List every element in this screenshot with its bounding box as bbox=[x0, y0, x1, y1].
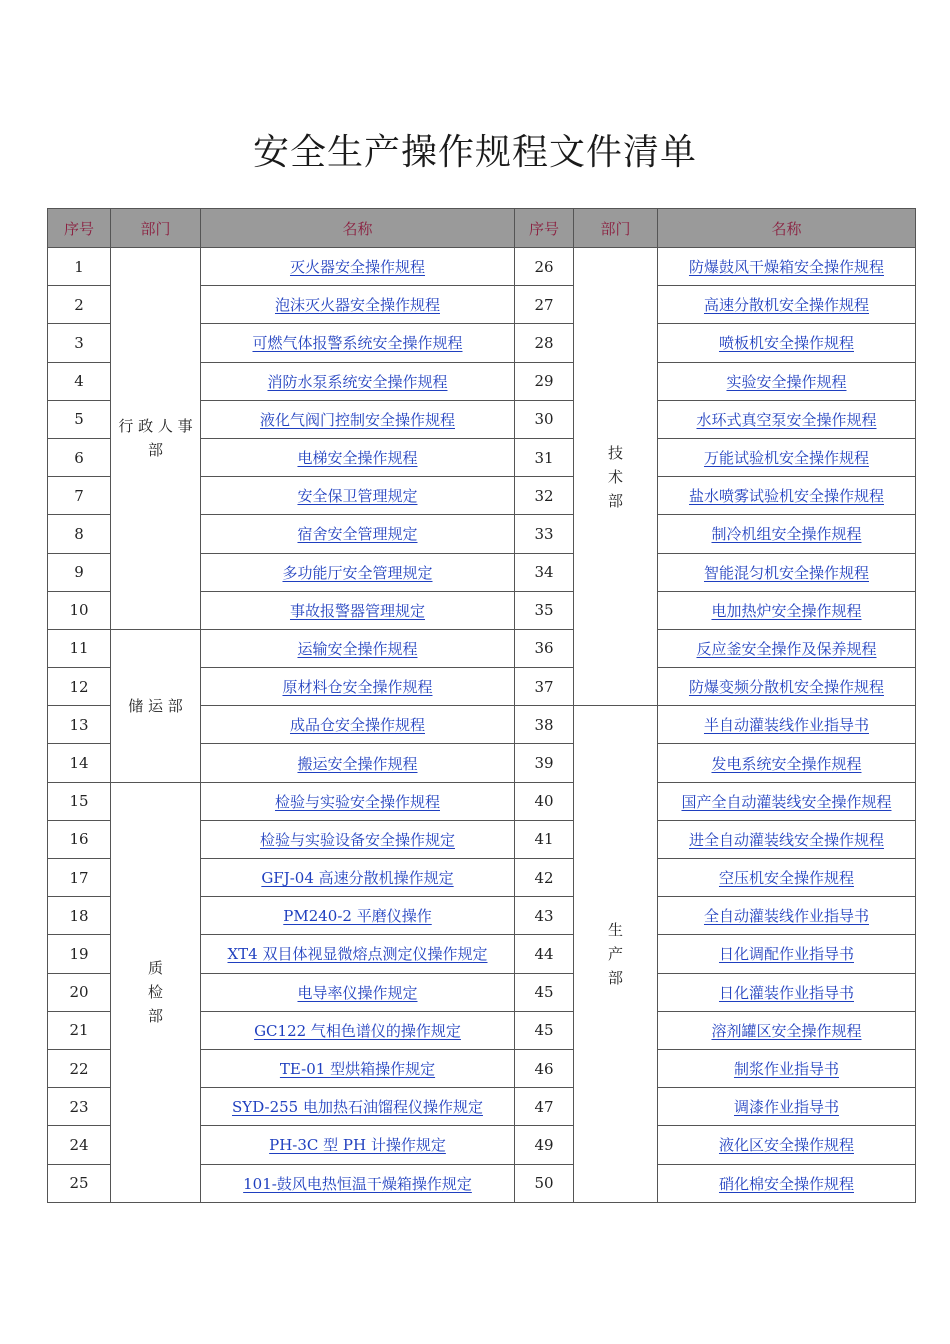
document-link[interactable]: GFJ-04 高速分散机操作规定 bbox=[261, 869, 454, 888]
left-department-cell bbox=[111, 248, 201, 630]
document-link[interactable]: 检验与实验设备安全操作规定 bbox=[259, 830, 455, 849]
document-link[interactable]: 高速分散机安全操作规程 bbox=[703, 296, 869, 315]
right-row-number: 45 bbox=[515, 973, 574, 1011]
document-link[interactable]: 实验安全操作规程 bbox=[726, 372, 847, 391]
left-row-number: 11 bbox=[48, 629, 111, 667]
document-link[interactable]: 万能试验机安全操作规程 bbox=[703, 449, 869, 468]
left-row-number: 7 bbox=[48, 477, 111, 515]
document-link[interactable]: 安全保卫管理规定 bbox=[297, 487, 418, 506]
left-document-cell bbox=[201, 553, 515, 591]
left-row-number: 17 bbox=[48, 859, 111, 897]
table-row bbox=[48, 782, 916, 820]
document-link[interactable]: 硝化棉安全操作规程 bbox=[718, 1174, 854, 1193]
document-link[interactable]: 运输安全操作规程 bbox=[297, 639, 418, 658]
right-document-cell bbox=[658, 248, 916, 286]
right-document-cell bbox=[658, 935, 916, 973]
right-row-number: 30 bbox=[515, 400, 574, 438]
document-link[interactable]: 可燃气体报警系统安全操作规程 bbox=[252, 334, 463, 353]
document-link[interactable]: 盐水喷雾试验机安全操作规程 bbox=[688, 487, 884, 506]
right-document-cell bbox=[658, 859, 916, 897]
right-row-number: 28 bbox=[515, 324, 574, 362]
left-department-name: 行 政 人 事 部 bbox=[118, 417, 193, 460]
document-link[interactable]: 日化调配作业指导书 bbox=[718, 945, 854, 964]
table-row bbox=[48, 629, 916, 667]
right-document-cell bbox=[658, 324, 916, 362]
left-row-number: 16 bbox=[48, 820, 111, 858]
left-document-cell bbox=[201, 324, 515, 362]
left-document-cell bbox=[201, 859, 515, 897]
header-department-right: 部门 bbox=[574, 209, 658, 248]
left-row-number: 3 bbox=[48, 324, 111, 362]
document-link[interactable]: 事故报警器管理规定 bbox=[289, 601, 425, 620]
document-link[interactable]: 制浆作业指导书 bbox=[733, 1060, 839, 1079]
right-document-cell bbox=[658, 1126, 916, 1164]
document-link[interactable]: 液化区安全操作规程 bbox=[718, 1136, 854, 1155]
table-row bbox=[48, 248, 916, 286]
left-document-cell bbox=[201, 820, 515, 858]
document-link[interactable]: 消防水泵系统安全操作规程 bbox=[267, 372, 448, 391]
header-name-right: 名称 bbox=[658, 209, 916, 248]
right-row-number: 32 bbox=[515, 477, 574, 515]
right-row-number: 36 bbox=[515, 629, 574, 667]
left-document-cell bbox=[201, 668, 515, 706]
left-row-number: 22 bbox=[48, 1049, 111, 1087]
left-document-cell bbox=[201, 744, 515, 782]
left-document-cell bbox=[201, 591, 515, 629]
header-number-right: 序号 bbox=[515, 209, 574, 248]
right-document-cell bbox=[658, 591, 916, 629]
right-row-number: 47 bbox=[515, 1088, 574, 1126]
left-row-number: 24 bbox=[48, 1126, 111, 1164]
left-document-cell bbox=[201, 286, 515, 324]
left-document-cell bbox=[201, 1126, 515, 1164]
document-link[interactable]: 防爆鼓风干燥箱安全操作规程 bbox=[688, 258, 884, 277]
left-row-number: 19 bbox=[48, 935, 111, 973]
document-link[interactable]: SYD-255 电加热石油馏程仪操作规定 bbox=[232, 1098, 483, 1117]
document-link[interactable]: 日化灌装作业指导书 bbox=[718, 983, 854, 1002]
document-link[interactable]: 宿舍安全管理规定 bbox=[297, 525, 418, 544]
right-department-name: 生 产 部 bbox=[607, 920, 623, 987]
right-row-number: 26 bbox=[515, 248, 574, 286]
left-document-cell bbox=[201, 629, 515, 667]
procedure-list-table bbox=[47, 208, 916, 1203]
right-row-number: 27 bbox=[515, 286, 574, 324]
right-document-cell bbox=[658, 744, 916, 782]
document-link[interactable]: 防爆变频分散机安全操作规程 bbox=[688, 678, 884, 697]
document-link[interactable]: PM240-2 平磨仪操作 bbox=[283, 907, 432, 926]
document-link[interactable]: 制冷机组安全操作规程 bbox=[711, 525, 862, 544]
document-link[interactable]: XT4 双目体视显微熔点测定仪操作规定 bbox=[227, 945, 488, 964]
document-link[interactable]: 电梯安全操作规程 bbox=[297, 449, 418, 468]
document-link[interactable]: 101-鼓风电热恒温干燥箱操作规定 bbox=[243, 1174, 472, 1193]
right-row-number: 42 bbox=[515, 859, 574, 897]
left-document-cell bbox=[201, 897, 515, 935]
document-link[interactable]: 检验与实验安全操作规程 bbox=[274, 792, 440, 811]
right-department-name: 技 术 部 bbox=[607, 443, 623, 510]
document-link[interactable]: 全自动灌装线作业指导书 bbox=[703, 907, 869, 926]
right-row-number: 41 bbox=[515, 820, 574, 858]
page-title: 安全生产操作规程文件清单 bbox=[252, 132, 697, 173]
right-document-cell bbox=[658, 477, 916, 515]
document-link[interactable]: 电加热炉安全操作规程 bbox=[711, 601, 862, 620]
left-row-number: 13 bbox=[48, 706, 111, 744]
left-row-number: 4 bbox=[48, 362, 111, 400]
right-row-number: 43 bbox=[515, 897, 574, 935]
left-row-number: 8 bbox=[48, 515, 111, 553]
document-link[interactable]: GC122 气相色谱仪的操作规定 bbox=[254, 1021, 461, 1040]
right-row-number: 50 bbox=[515, 1164, 574, 1202]
right-document-cell bbox=[658, 629, 916, 667]
right-row-number: 38 bbox=[515, 706, 574, 744]
right-document-cell bbox=[658, 1011, 916, 1049]
document-link[interactable]: 原材料仓安全操作规程 bbox=[282, 678, 433, 697]
right-document-cell bbox=[658, 362, 916, 400]
right-document-cell bbox=[658, 706, 916, 744]
left-row-number: 9 bbox=[48, 553, 111, 591]
document-link[interactable]: 空压机安全操作规程 bbox=[718, 869, 854, 888]
document-link[interactable]: 电导率仪操作规定 bbox=[297, 983, 418, 1002]
left-row-number: 21 bbox=[48, 1011, 111, 1049]
right-document-cell bbox=[658, 515, 916, 553]
header-name-left: 名称 bbox=[201, 209, 515, 248]
left-document-cell bbox=[201, 1088, 515, 1126]
left-document-cell bbox=[201, 1011, 515, 1049]
right-row-number: 29 bbox=[515, 362, 574, 400]
right-row-number: 31 bbox=[515, 438, 574, 476]
document-link[interactable]: 溶剂罐区安全操作规程 bbox=[711, 1021, 862, 1040]
left-document-cell bbox=[201, 1049, 515, 1087]
left-document-cell bbox=[201, 1164, 515, 1202]
document-link[interactable]: 喷板机安全操作规程 bbox=[718, 334, 854, 353]
right-document-cell bbox=[658, 782, 916, 820]
right-document-cell bbox=[658, 286, 916, 324]
document-link[interactable]: 半自动灌装线作业指导书 bbox=[703, 716, 869, 735]
left-document-cell bbox=[201, 362, 515, 400]
right-row-number: 46 bbox=[515, 1049, 574, 1087]
document-link[interactable]: 成品仓安全操作规程 bbox=[289, 716, 425, 735]
right-row-number: 39 bbox=[515, 744, 574, 782]
header-department-left: 部门 bbox=[111, 209, 201, 248]
left-document-cell bbox=[201, 782, 515, 820]
left-department-cell bbox=[111, 629, 201, 782]
right-row-number: 35 bbox=[515, 591, 574, 629]
left-document-cell bbox=[201, 248, 515, 286]
document-link[interactable]: 搬运安全操作规程 bbox=[297, 754, 418, 773]
right-document-cell bbox=[658, 820, 916, 858]
left-document-cell bbox=[201, 706, 515, 744]
left-row-number: 12 bbox=[48, 668, 111, 706]
right-document-cell bbox=[658, 668, 916, 706]
right-document-cell bbox=[658, 973, 916, 1011]
left-row-number: 6 bbox=[48, 438, 111, 476]
document-link[interactable]: 液化气阀门控制安全操作规程 bbox=[259, 410, 455, 429]
document-link[interactable]: 调漆作业指导书 bbox=[733, 1098, 839, 1117]
left-row-number: 20 bbox=[48, 973, 111, 1011]
left-row-number: 2 bbox=[48, 286, 111, 324]
document-link[interactable]: 多功能厅安全管理规定 bbox=[282, 563, 433, 582]
left-row-number: 15 bbox=[48, 782, 111, 820]
left-row-number: 23 bbox=[48, 1088, 111, 1126]
right-document-cell bbox=[658, 400, 916, 438]
left-document-cell bbox=[201, 477, 515, 515]
right-document-cell bbox=[658, 553, 916, 591]
document-link[interactable]: 智能混匀机安全操作规程 bbox=[703, 563, 869, 582]
right-document-cell bbox=[658, 438, 916, 476]
document-link[interactable]: 国产全自动灌装线安全操作规程 bbox=[681, 792, 892, 811]
document-link[interactable]: 灭火器安全操作规程 bbox=[289, 258, 425, 277]
document-link[interactable]: 水环式真空泵安全操作规程 bbox=[696, 410, 877, 429]
left-row-number: 1 bbox=[48, 248, 111, 286]
document-link[interactable]: 泡沫灭火器安全操作规程 bbox=[274, 296, 440, 315]
right-row-number: 34 bbox=[515, 553, 574, 591]
right-document-cell bbox=[658, 1088, 916, 1126]
header-number-left: 序号 bbox=[48, 209, 111, 248]
left-department-name: 储 运 部 bbox=[128, 696, 183, 715]
right-row-number: 37 bbox=[515, 668, 574, 706]
right-row-number: 40 bbox=[515, 782, 574, 820]
left-department-name: 质 检 部 bbox=[147, 959, 163, 1026]
left-document-cell bbox=[201, 973, 515, 1011]
document-link[interactable]: 进全自动灌装线安全操作规程 bbox=[688, 830, 884, 849]
right-row-number: 44 bbox=[515, 935, 574, 973]
table-header-row bbox=[48, 209, 916, 248]
left-row-number: 5 bbox=[48, 400, 111, 438]
left-document-cell bbox=[201, 438, 515, 476]
right-document-cell bbox=[658, 1164, 916, 1202]
left-document-cell bbox=[201, 515, 515, 553]
right-document-cell bbox=[658, 897, 916, 935]
right-row-number: 45 bbox=[515, 1011, 574, 1049]
left-row-number: 18 bbox=[48, 897, 111, 935]
right-department-cell bbox=[574, 706, 658, 1202]
document-link[interactable]: TE-01 型烘箱操作规定 bbox=[279, 1060, 436, 1079]
document-link[interactable]: 反应釜安全操作及保养规程 bbox=[696, 639, 877, 658]
right-row-number: 49 bbox=[515, 1126, 574, 1164]
left-document-cell bbox=[201, 935, 515, 973]
left-department-cell bbox=[111, 782, 201, 1202]
left-document-cell bbox=[201, 400, 515, 438]
right-document-cell bbox=[658, 1049, 916, 1087]
left-row-number: 14 bbox=[48, 744, 111, 782]
document-link[interactable]: 发电系统安全操作规程 bbox=[711, 754, 862, 773]
right-row-number: 33 bbox=[515, 515, 574, 553]
document-link[interactable]: PH-3C 型 PH 计操作规定 bbox=[269, 1136, 446, 1155]
left-row-number: 25 bbox=[48, 1164, 111, 1202]
left-row-number: 10 bbox=[48, 591, 111, 629]
right-department-cell bbox=[574, 248, 658, 706]
